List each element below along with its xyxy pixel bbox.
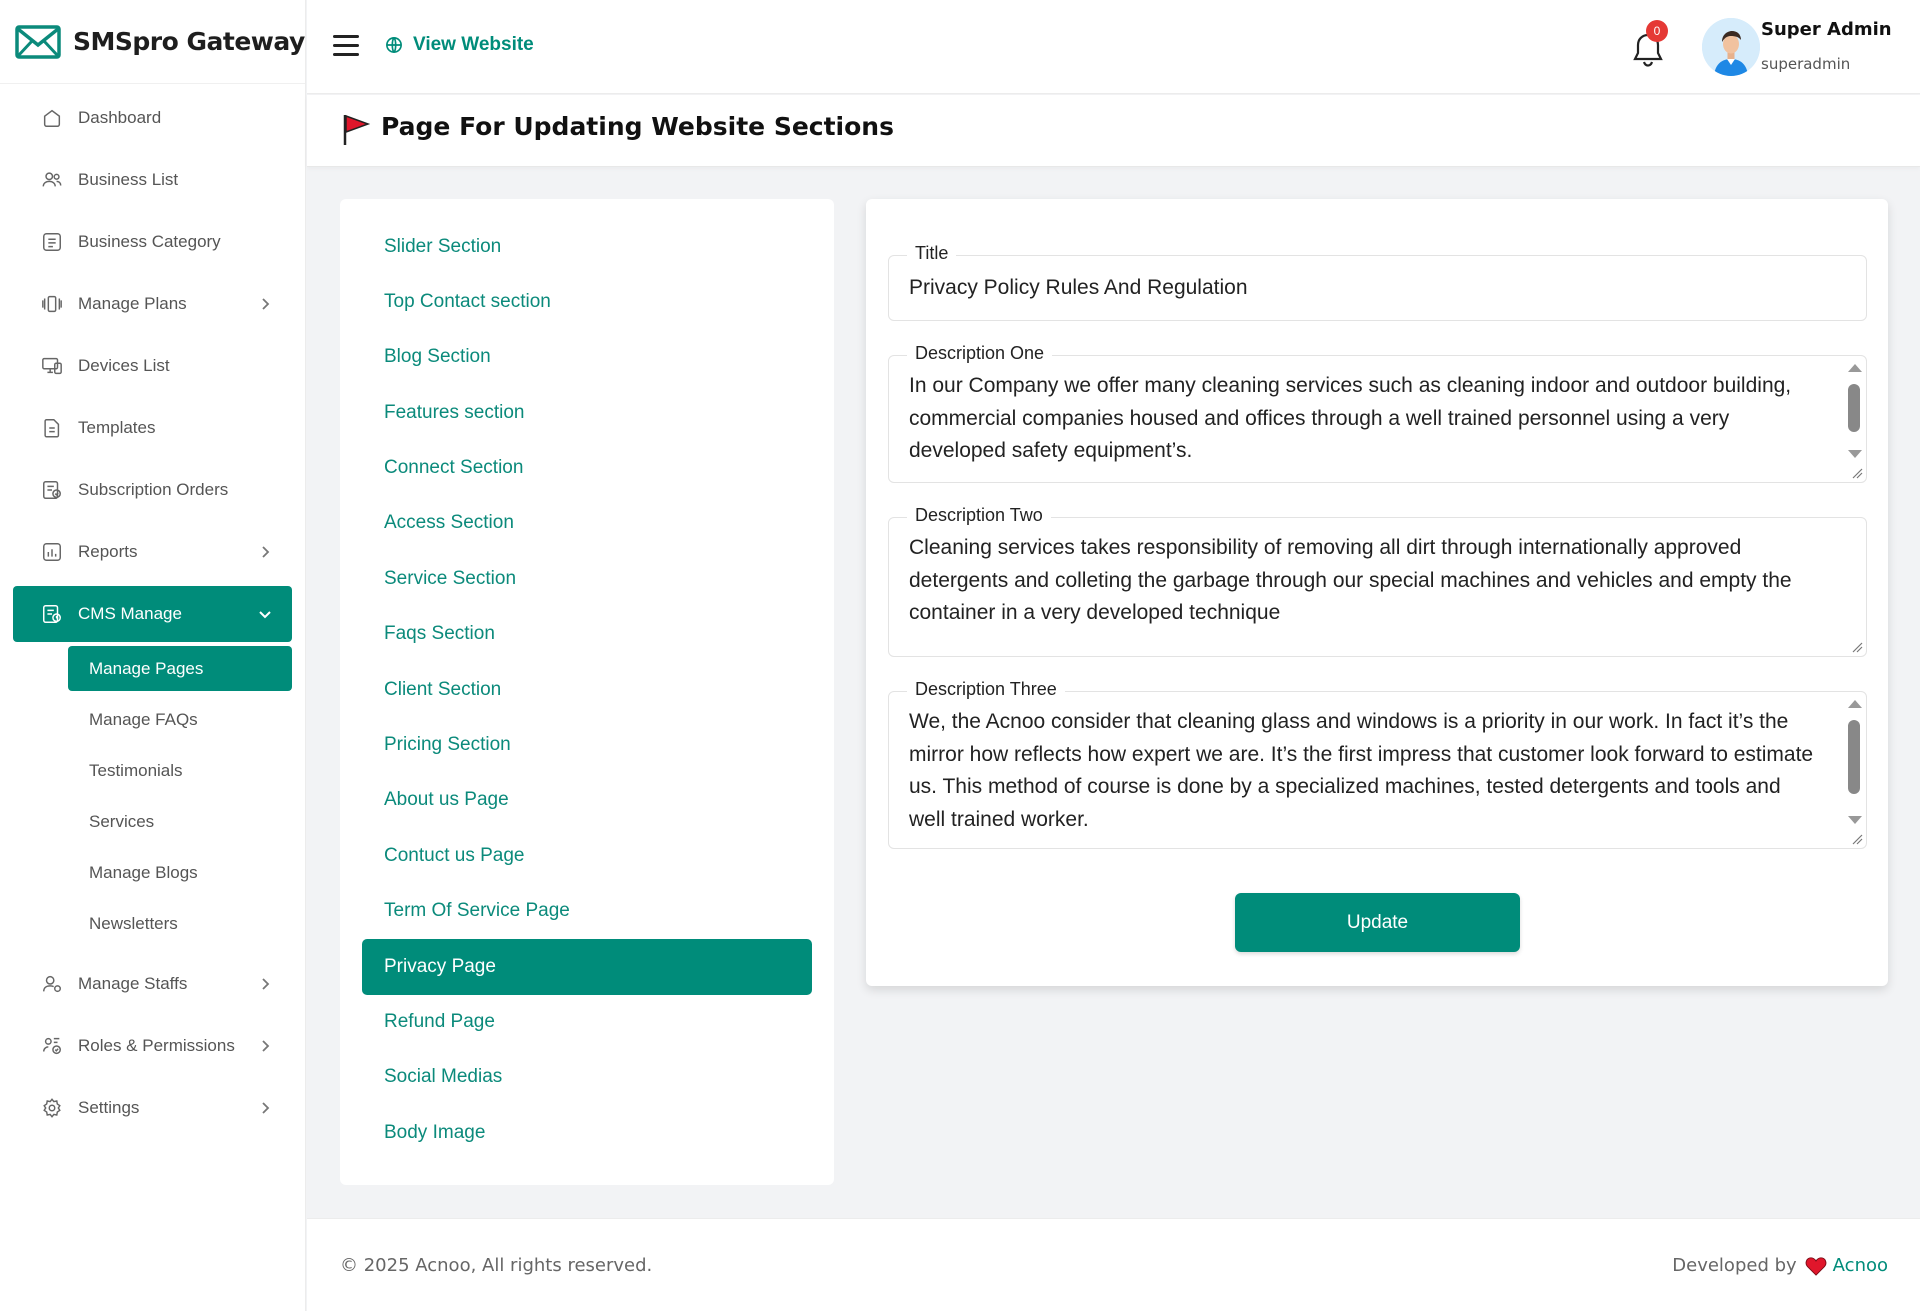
sidebar-item-label: Roles & Permissions	[78, 1036, 235, 1055]
section-link-blog-section[interactable]: Blog Section	[384, 346, 491, 368]
update-button[interactable]: Update	[1235, 893, 1520, 952]
chevron-right-icon	[257, 544, 273, 560]
section-link-top-contact-section[interactable]: Top Contact section	[384, 290, 551, 312]
description-one-label: Description One	[907, 343, 1052, 364]
description-two-field[interactable]	[888, 505, 1867, 657]
resize-grip-icon[interactable]	[1851, 467, 1863, 479]
sidebar	[0, 0, 306, 1311]
section-link-faqs-section[interactable]: Faqs Section	[384, 623, 495, 645]
subnav-item-manage-faqs[interactable]: Manage FAQs	[89, 709, 198, 729]
section-link-contuct-us-page[interactable]: Contuct us Page	[384, 844, 525, 866]
sidebar-item-label: Business List	[78, 170, 179, 189]
sidebar-item-business-list[interactable]	[13, 152, 292, 208]
sidebar-nav-lower	[0, 956, 305, 1136]
section-link-body-image[interactable]: Body Image	[384, 1121, 486, 1143]
orders-icon	[40, 478, 64, 502]
sidebar-item-manage-staffs[interactable]	[13, 956, 292, 1012]
subnav-item-manage-blogs[interactable]: Manage Blogs	[89, 862, 198, 882]
user-avatar-icon	[1702, 18, 1760, 76]
description-one-textarea[interactable]: In our Company we offer many cleaning services such as cleaning indoor and outdoor building, commercial companies housed and offices through a well trained personnel using a very developed safety equipment’s.	[909, 374, 1792, 462]
sidebar-item-cms-manage[interactable]	[13, 586, 292, 642]
view-website-label: View Website	[413, 34, 534, 55]
notification-badge: 0	[1646, 20, 1668, 42]
sidebar-item-templates[interactable]	[13, 400, 292, 456]
sidebar-item-label: Devices List	[78, 356, 170, 375]
staff-icon	[40, 972, 64, 996]
resize-grip-icon[interactable]	[1851, 641, 1863, 653]
user-name[interactable]: Super Admin	[1761, 19, 1892, 40]
sidebar-item-label: Dashboard	[78, 108, 162, 127]
description-one-field[interactable]	[888, 343, 1867, 483]
chevron-right-icon	[257, 296, 273, 312]
page-title: Page For Updating Website Sections	[381, 112, 894, 141]
footer	[307, 1218, 1920, 1311]
sidebar-item-reports[interactable]	[13, 524, 292, 580]
section-link-refund-page[interactable]: Refund Page	[384, 1010, 495, 1032]
roles-icon	[40, 1034, 64, 1058]
developer-link[interactable]: Acnoo	[1832, 1255, 1888, 1276]
page-header	[307, 95, 1920, 167]
topbar	[307, 0, 1920, 94]
description-three-field[interactable]	[888, 679, 1867, 849]
section-link-privacy-page[interactable]: Privacy Page	[362, 939, 812, 995]
document-icon	[40, 416, 64, 440]
sections-list	[340, 199, 834, 1185]
chevron-right-icon	[257, 1100, 273, 1116]
description-two-textarea[interactable]: Cleaning services takes responsibility of removing all dirt through internationally approved detergents and colleting the garbage through our special machines and vehicles and empty the container in a very developed technique	[909, 536, 1792, 624]
developed-by	[1672, 1255, 1888, 1276]
brand-logo[interactable]	[0, 0, 305, 84]
section-link-pricing-section[interactable]: Pricing Section	[384, 734, 511, 756]
user-role: superadmin	[1761, 55, 1851, 73]
title-input[interactable]: Privacy Policy Rules And Regulation	[909, 276, 1248, 299]
section-link-term-of-service-page[interactable]: Term Of Service Page	[384, 900, 570, 922]
subnav-item-newsletters[interactable]: Newsletters	[89, 913, 178, 933]
devices-icon	[40, 354, 64, 378]
reports-icon	[40, 540, 64, 564]
section-link-slider-section[interactable]: Slider Section	[384, 235, 502, 257]
section-link-service-section[interactable]: Service Section	[384, 567, 517, 589]
section-edit-form	[866, 199, 1888, 986]
section-link-client-section[interactable]: Client Section	[384, 678, 502, 700]
section-link-access-section[interactable]: Access Section	[384, 512, 514, 534]
description-two-label: Description Two	[907, 505, 1051, 526]
globe-icon	[385, 36, 403, 54]
sidebar-item-business-category[interactable]	[13, 214, 292, 270]
description-three-scrollbar[interactable]	[1844, 694, 1864, 832]
sidebar-item-label: Subscription Orders	[78, 480, 229, 499]
chevron-down-icon	[257, 606, 273, 622]
chevron-right-icon	[257, 1038, 273, 1054]
sidebar-item-roles-permissions[interactable]	[13, 1018, 292, 1074]
description-three-label: Description Three	[907, 679, 1065, 700]
cms-subnav	[0, 646, 305, 946]
menu-toggle-icon[interactable]	[333, 35, 359, 57]
mail-logo-icon	[15, 25, 61, 59]
users-icon	[40, 168, 64, 192]
title-label: Title	[907, 243, 956, 264]
section-link-features-section[interactable]: Features section	[384, 401, 525, 423]
gear-icon	[40, 1096, 64, 1120]
sidebar-item-subscription-orders[interactable]	[13, 462, 292, 518]
section-link-social-medias[interactable]: Social Medias	[384, 1066, 503, 1088]
sidebar-item-dashboard[interactable]	[13, 90, 292, 146]
description-one-scrollbar[interactable]	[1844, 358, 1864, 466]
heart-icon	[1805, 1256, 1827, 1276]
description-three-textarea[interactable]: We, the Acnoo consider that cleaning glass and windows is a priority in our work. In fact it’s the mirror how reflects how expert we are. It’s the first impress that customer look forward to estimate us. This method of course is done by a specialized machines, tested detergents and tools and well trained worker.	[909, 710, 1814, 831]
category-icon	[40, 230, 64, 254]
sidebar-item-label: CMS Manage	[78, 604, 182, 623]
avatar[interactable]	[1702, 18, 1760, 76]
sidebar-item-label: Manage Plans	[78, 294, 187, 313]
developed-by-label: Developed by	[1672, 1255, 1797, 1276]
sidebar-item-label: Business Category	[78, 232, 221, 251]
title-field[interactable]	[888, 243, 1867, 321]
copyright-text: © 2025 Acnoo, All rights reserved.	[340, 1255, 653, 1276]
subnav-item-services[interactable]: Services	[89, 811, 155, 831]
flag-icon	[341, 113, 371, 147]
subnav-item-testimonials[interactable]: Testimonials	[89, 760, 183, 780]
resize-grip-icon[interactable]	[1851, 833, 1863, 845]
section-link-about-us-page[interactable]: About us Page	[384, 789, 509, 811]
section-link-connect-section[interactable]: Connect Section	[384, 457, 524, 479]
sidebar-item-devices-list[interactable]	[13, 338, 292, 394]
sidebar-item-settings[interactable]	[13, 1080, 292, 1136]
view-website-link[interactable]	[385, 34, 534, 56]
sidebar-nav	[0, 84, 305, 642]
brand-name: SMSpro Gateway	[73, 27, 305, 56]
sidebar-item-label: Templates	[78, 418, 156, 437]
cms-icon	[40, 602, 64, 626]
sidebar-item-manage-plans[interactable]	[13, 276, 292, 332]
home-icon	[40, 106, 64, 130]
sidebar-item-label: Manage Staffs	[78, 974, 188, 993]
chevron-right-icon	[257, 976, 273, 992]
sidebar-item-label: Reports	[78, 542, 138, 561]
sidebar-item-label: Settings	[78, 1098, 140, 1117]
plans-icon	[40, 292, 64, 316]
subnav-item-manage-pages[interactable]: Manage Pages	[68, 646, 292, 691]
